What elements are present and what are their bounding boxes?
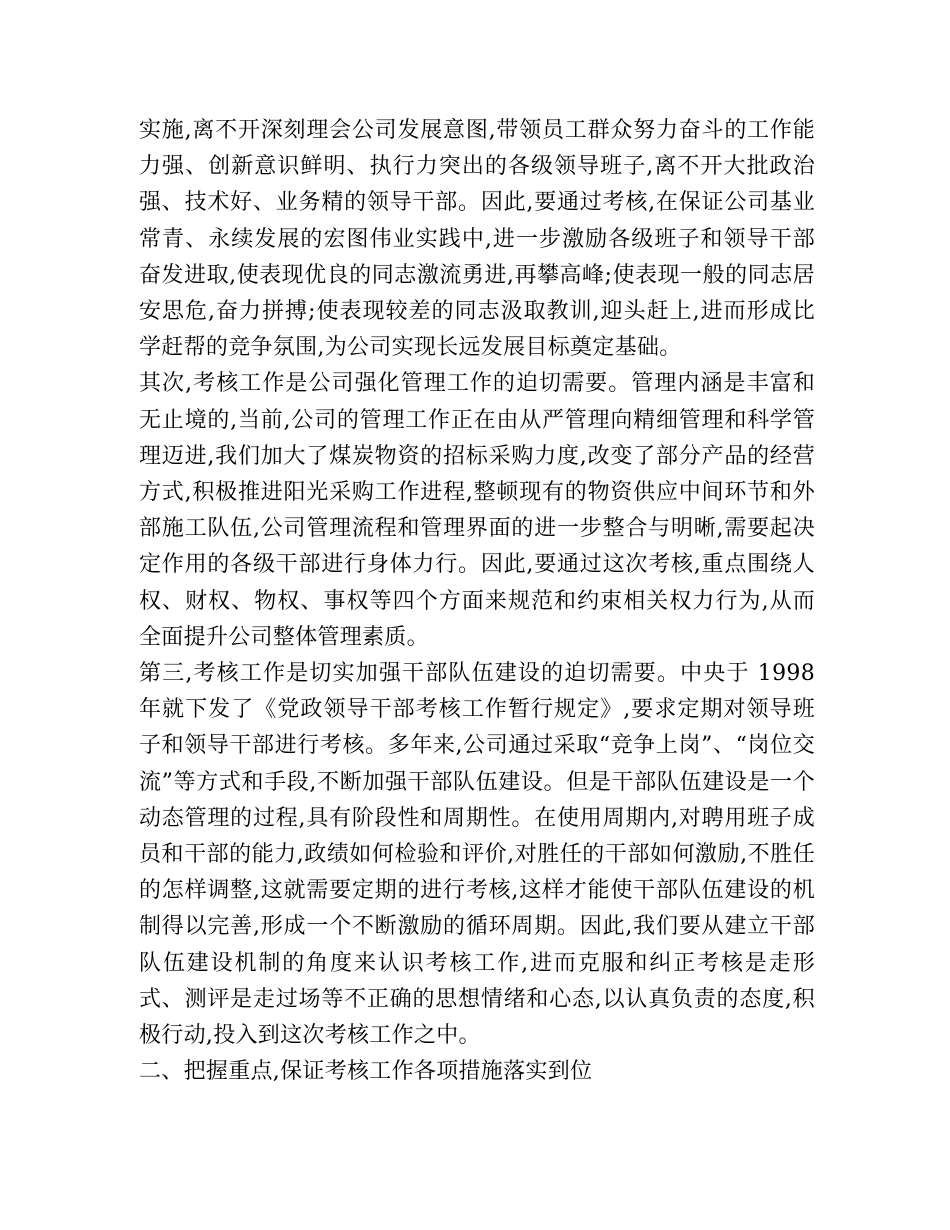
paragraph-2: 其次,考核工作是公司强化管理工作的迫切需要。管理内涵是丰富和无止境的,当前,公司的管理工作正在由从严管理向精细管理和科学管理迈进,我们加大了煤炭物资的招标采购力度,改变了部分产品的经营方式,积极推进阳光采购工作进程,整顿现有的物资供应中间环节和外部施工队伍,公司管理流程和管理界面的进一步整合与明晰,需要起决定作用的各级干部进行身体力行。因此,要通过这次考核,重点围绕人权、财权、物权、事权等四个方面来规范和约束相关权力行为,从而全面提升公司整体管理素质。	[139, 371, 815, 650]
paragraph-3: 第三,考核工作是切实加强干部队伍建设的迫切需要。中央于 1998 年就下发了《党政领导干部考核工作暂行规定》,要求定期对领导班子和领导干部进行考核。多年来,公司通过采取“竞争上岗”、“岗位交流”等方式和手段,不断加强干部队伍建设。但是干部队伍建设是一个动态管理的过程,具有阶段性和周期性。在使用周期内,对聘用班子成员和干部的能力,政绩如何检验和评价,对胜任的干部如何激励,不胜任的怎样调整,这就需要定期的进行考核,这样才能使干部队伍建设的机制得以完善,形成一个不断激励的循环周期。因此,我们要从建立干部队伍建设机制的角度来认识考核工作,进而克服和纠正考核是走形式、测评是走过场等不正确的思想情绪和心态,以认真负责的态度,积极行动,投入到这次考核工作之中。	[139, 661, 815, 1049]
paragraph-1: 实施,离不开深刻理会公司发展意图,带领员工群众努力奋斗的工作能力强、创新意识鲜明、执行力突出的各级领导班子,离不开大批政治强、技术好、业务精的领导干部。因此,要通过考核,在保证公司基业常青、永续发展的宏图伟业实践中,进一步激励各级班子和领导干部奋发进取,使表现优良的同志激流勇进,再攀高峰;使表现一般的同志居安思危,奋力拼搏;使表现较差的同志汲取教训,迎头赶上,进而形成比学赶帮的竞争氛围,为公司实现长远发展目标奠定基础。	[139, 118, 815, 361]
section-heading: 二、把握重点,保证考核工作各项措施落实到位	[139, 1059, 593, 1085]
document-page	[139, 113, 815, 1090]
